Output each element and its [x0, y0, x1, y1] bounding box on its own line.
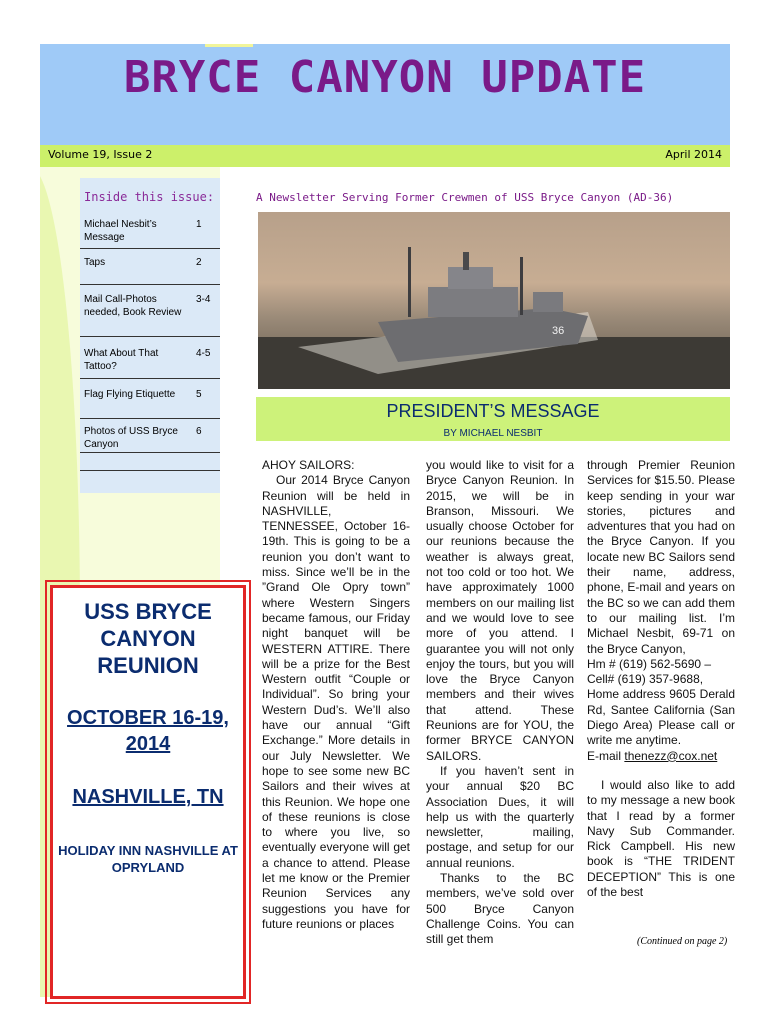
- article-column-1: [262, 458, 410, 932]
- article-paragraph: you would like to visit for a Bryce Canyon Reunion. In 2015, we will be in Branson, Missouri. We usually choose October for our reunions because the weather is always great, not too cold or too hot. We have approximately 1000 members on our mailing list and we would love to see more of you attend. I guarantee you will not only enjoy the tours, but you will love the Bryce Canyon members and their wives that attend. These Reunions are for YOU, the former BRYCE CANYON SAILORS.: [426, 458, 574, 763]
- toc-item-title: Flag Flying Etiquette: [84, 389, 176, 400]
- volume-issue: Volume 19, Issue 2: [48, 148, 153, 161]
- toc-item-page: 4-5: [196, 348, 211, 359]
- article-paragraph: Our 2014 Bryce Canyon Reunion will be held in NASHVILLE, TENNESSEE, October 16-19th. This is going to be a reunion you don’t want to miss. Since we’ll be in the ”Grand Ole Opry town” where Western Singers became famous, our Friday night banquet will be WESTERN ATTIRE. There will be a prize for the Best Western outfit “Couple or Individual”. So bring your Western Dud’s. We’ll also have our annual “Gift Exchange.” More details in our July Newsletter. We hope to see some new BC Sailors and their wives at this Reunion. We hope one of these reunions is close to where you live, so eventually everyone will get a chance to attend. Please let me know or the Premier Reunion Services any suggestions you have for future reunions or places: [262, 473, 410, 931]
- toc-divider: [80, 284, 220, 285]
- home-phone: Hm # (619) 562-5690 –: [587, 656, 712, 671]
- toc-divider: [80, 470, 220, 471]
- continued-note: (Continued on page 2): [637, 936, 728, 947]
- article-column-3: [587, 458, 735, 900]
- home-address: Home address 9605 Derald Rd, Santee California (San Diego Area) Please call or write me anytime.: [587, 687, 735, 748]
- toc-item-page: 5: [196, 389, 202, 400]
- toc-divider: [80, 418, 220, 419]
- cell-phone: Cell# (619) 357-9688,: [587, 672, 704, 687]
- article-column-2: [426, 458, 574, 948]
- toc-divider: [80, 452, 220, 453]
- issue-date: April 2014: [665, 148, 722, 161]
- article-paragraph: If you haven’t sent in your annual $20 BC Association Dues, it will help us with the quarterly newsletter, mailing, postage, and setup for our annual reunions.: [426, 763, 574, 870]
- newsletter-title: BRYCE CANYON UPDATE: [123, 52, 647, 103]
- email-line: [587, 749, 735, 764]
- article-title: PRESIDENT’S MESSAGE: [386, 401, 600, 421]
- toc-item-title: What About That Tattoo?: [84, 348, 159, 372]
- reunion-title: USS BRYCE CANYON REUNION: [84, 599, 212, 678]
- toc-divider: [80, 248, 220, 249]
- toc-item-page: 2: [196, 257, 202, 268]
- masthead-accent: [205, 44, 253, 47]
- email-label: E-mail: [587, 748, 622, 763]
- email-link[interactable]: thenezz@cox.net: [624, 748, 718, 763]
- toc-divider: [80, 336, 220, 337]
- toc-item-title: Michael Nesbit’s Message: [84, 219, 157, 243]
- reunion-dates: OCTOBER 16-19, 2014: [67, 707, 229, 755]
- toc-item-page: 1: [196, 219, 202, 230]
- reunion-city: NASHVILLE, TN: [72, 786, 224, 808]
- svg-text:36: 36: [552, 325, 565, 337]
- toc-divider: [80, 378, 220, 379]
- ship-photo: [258, 212, 730, 389]
- toc-item-page: 3-4: [196, 294, 211, 305]
- ship-illustration: [258, 212, 730, 389]
- toc-item-title: Mail Call-Photos needed, Book Review: [84, 294, 182, 318]
- toc-item-title: Photos of USS Bryce Canyon: [84, 426, 178, 450]
- toc-item-page: 6: [196, 426, 202, 437]
- toc-item-title: Taps: [84, 257, 106, 268]
- article-paragraph: I would also like to add to my message a new book that I read by a former Navy Sub Commander. Rick Campbell. His new book is “THE TRIDENT DECEPTION” This is one of the best: [587, 777, 735, 900]
- reunion-venue: HOLIDAY INN NASHVILLE AT OPRYLAND: [58, 843, 238, 875]
- article-paragraph: Thanks to the BC members, we’ve sold over 500 Bryce Canyon Challenge Coins. You can still get them: [426, 871, 574, 947]
- newsletter-tagline: A Newsletter Serving Former Crewmen of USS Bryce Canyon (AD-36): [256, 191, 674, 204]
- article-paragraph: through Premier Reunion Services for $15.50. Please keep sending in your war stories, pictures and adventures that you had on the Bryce Canyon. If you locate new BC Sailors send their name, address, phone, E-mail and years on the BC so we can add them to our mailing list. I’m Michael Nesbit, 69-71 on the Bryce Canyon,: [587, 458, 735, 656]
- article-greeting: AHOY SAILORS:: [262, 458, 355, 472]
- article-byline: BY MICHAEL NESBIT: [443, 428, 543, 439]
- toc-heading: Inside this issue:: [84, 190, 215, 204]
